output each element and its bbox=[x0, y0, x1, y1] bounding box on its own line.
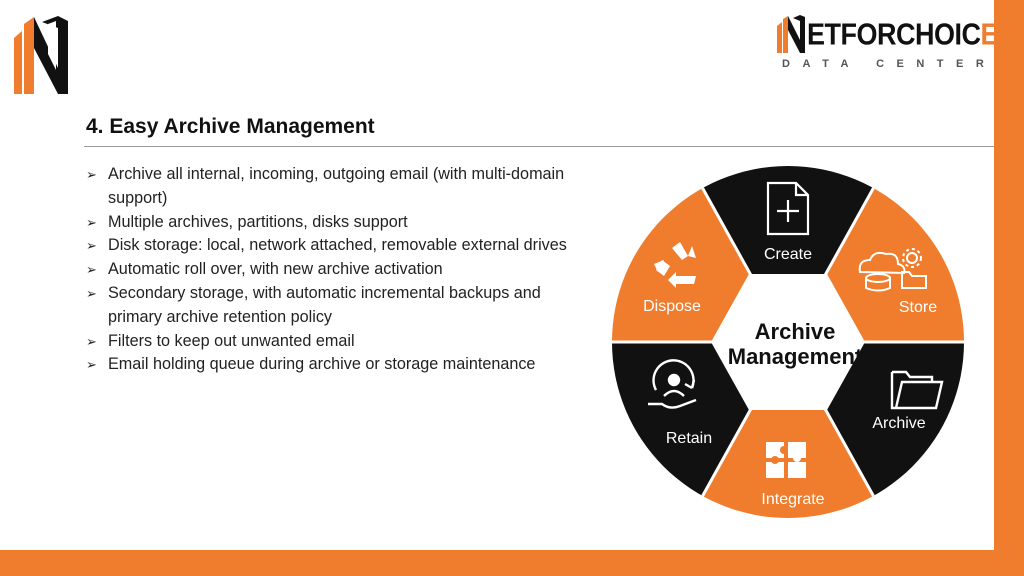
arrow-bullet-icon: ➢ bbox=[86, 357, 97, 373]
list-item: ➢ Filters to keep out unwanted email bbox=[86, 330, 586, 354]
brand-logo bbox=[776, 14, 999, 72]
arrow-bullet-icon: ➢ bbox=[86, 214, 97, 230]
archive-management-wheel bbox=[606, 160, 970, 524]
arrow-bullet-icon: ➢ bbox=[86, 285, 97, 301]
right-accent-bar bbox=[994, 0, 1024, 576]
feature-list bbox=[86, 163, 586, 377]
brand-subtitle: DATA CENTER bbox=[782, 58, 997, 70]
segment-label-dispose: Dispose bbox=[643, 298, 701, 315]
segment-label-archive: Archive bbox=[872, 415, 926, 432]
arrow-bullet-icon: ➢ bbox=[86, 262, 97, 278]
corner-n-logo-icon bbox=[12, 14, 72, 96]
list-item: ➢ Multiple archives, partitions, disks support bbox=[86, 211, 586, 235]
center-label-line1: Archive bbox=[754, 319, 836, 344]
title-divider bbox=[84, 146, 994, 147]
arrow-bullet-icon: ➢ bbox=[86, 238, 97, 254]
list-item: ➢ Email holding queue during archive or storage maintenance bbox=[86, 353, 586, 377]
center-label-line2: Management bbox=[727, 344, 863, 369]
brand-name: ETFORCHOICE bbox=[807, 17, 999, 51]
brand-n-icon bbox=[776, 14, 806, 54]
arrow-bullet-icon: ➢ bbox=[86, 333, 97, 349]
segment-label-retain: Retain bbox=[665, 430, 713, 447]
list-item: ➢ Archive all internal, incoming, outgoing email (with multi-domain support) bbox=[86, 165, 565, 207]
segment-label-create: Create bbox=[763, 246, 813, 263]
bottom-accent-bar bbox=[0, 550, 1024, 576]
list-item: ➢ Automatic roll over, with new archive activation bbox=[86, 258, 586, 282]
segment-label-integrate: Integrate bbox=[761, 491, 825, 508]
arrow-bullet-icon: ➢ bbox=[86, 167, 97, 182]
segment-label-store: Store bbox=[898, 299, 938, 316]
list-item: ➢ Disk storage: local, network attached, removable external drives bbox=[86, 234, 586, 258]
list-item: ➢ Secondary storage, with automatic incremental backups and primary archive retention policy bbox=[86, 283, 541, 326]
slide-title: 4. Easy Archive Management bbox=[86, 115, 375, 138]
